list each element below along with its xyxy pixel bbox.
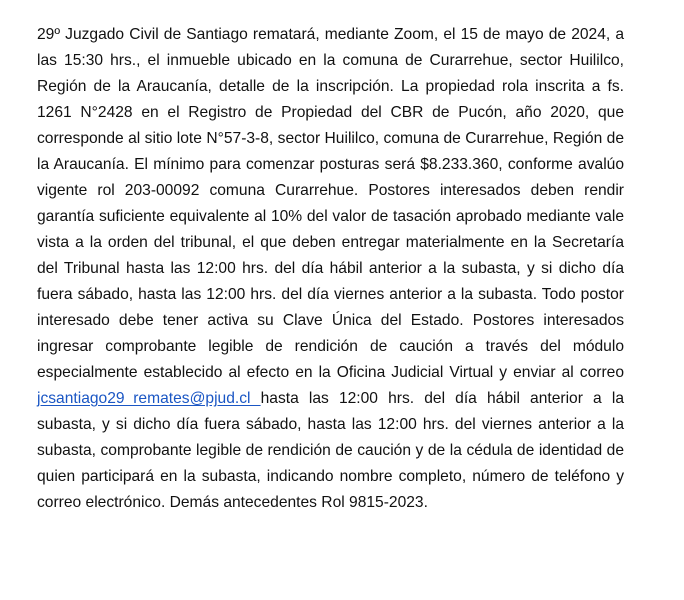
notice-text-before-email: 29º Juzgado Civil de Santiago rematará, mediante Zoom, el 15 de mayo de 2024, a las 15:30 hrs., el inmueble ubicado en la comuna de Curarrehue, sector Huililco, Región de la Araucanía, detalle de la inscripción. La propiedad rola inscrita a fs. 1261 N°2428 en el Registro de Propiedad del CBR de Pucón, año 2020, que corresponde al sitio lote N°57-3-8, sector Huililco, comuna de Curarrehue, Región de la Araucanía. El mínimo para comenzar posturas será $8.233.360, conforme avalúo vigente rol 203-00092 comuna Curarrehue. Postores interesados deben rendir garantía suficiente equivalente al 10% del valor de tasación aprobado mediante vale vista a la orden del tribunal, el que deben entregar materialmente en la Secretaría del Tribunal hasta las 12:00 hrs. del día hábil anterior a la subasta, y si dicho día fuera sábado, hasta las 12:00 hrs. del día viernes anterior a la subasta. Todo postor interesado debe tener activa su Clave Única del Estado. Postores interesados ingresar comprobante legible de rendición de caución a través del módulo especialmente establecido al efecto en la Oficina Judicial Virtual y enviar al correo <box>37 26 624 381</box>
notice-text-after-email: hasta las 12:00 hrs. del día hábil anterior a la subasta, y si dicho día fuera sábado, hasta las 12:00 hrs. del viernes anterior a la subasta, comprobante legible de rendición de caución y de la cédula de identidad de quien participará en la subasta, indicando nombre completo, número de teléfono y correo electrónico. Demás antecedentes Rol 9815-2023. <box>37 390 624 511</box>
email-link[interactable]: jcsantiago29_remates@pjud.cl <box>37 390 261 407</box>
auction-notice-paragraph <box>37 22 624 516</box>
